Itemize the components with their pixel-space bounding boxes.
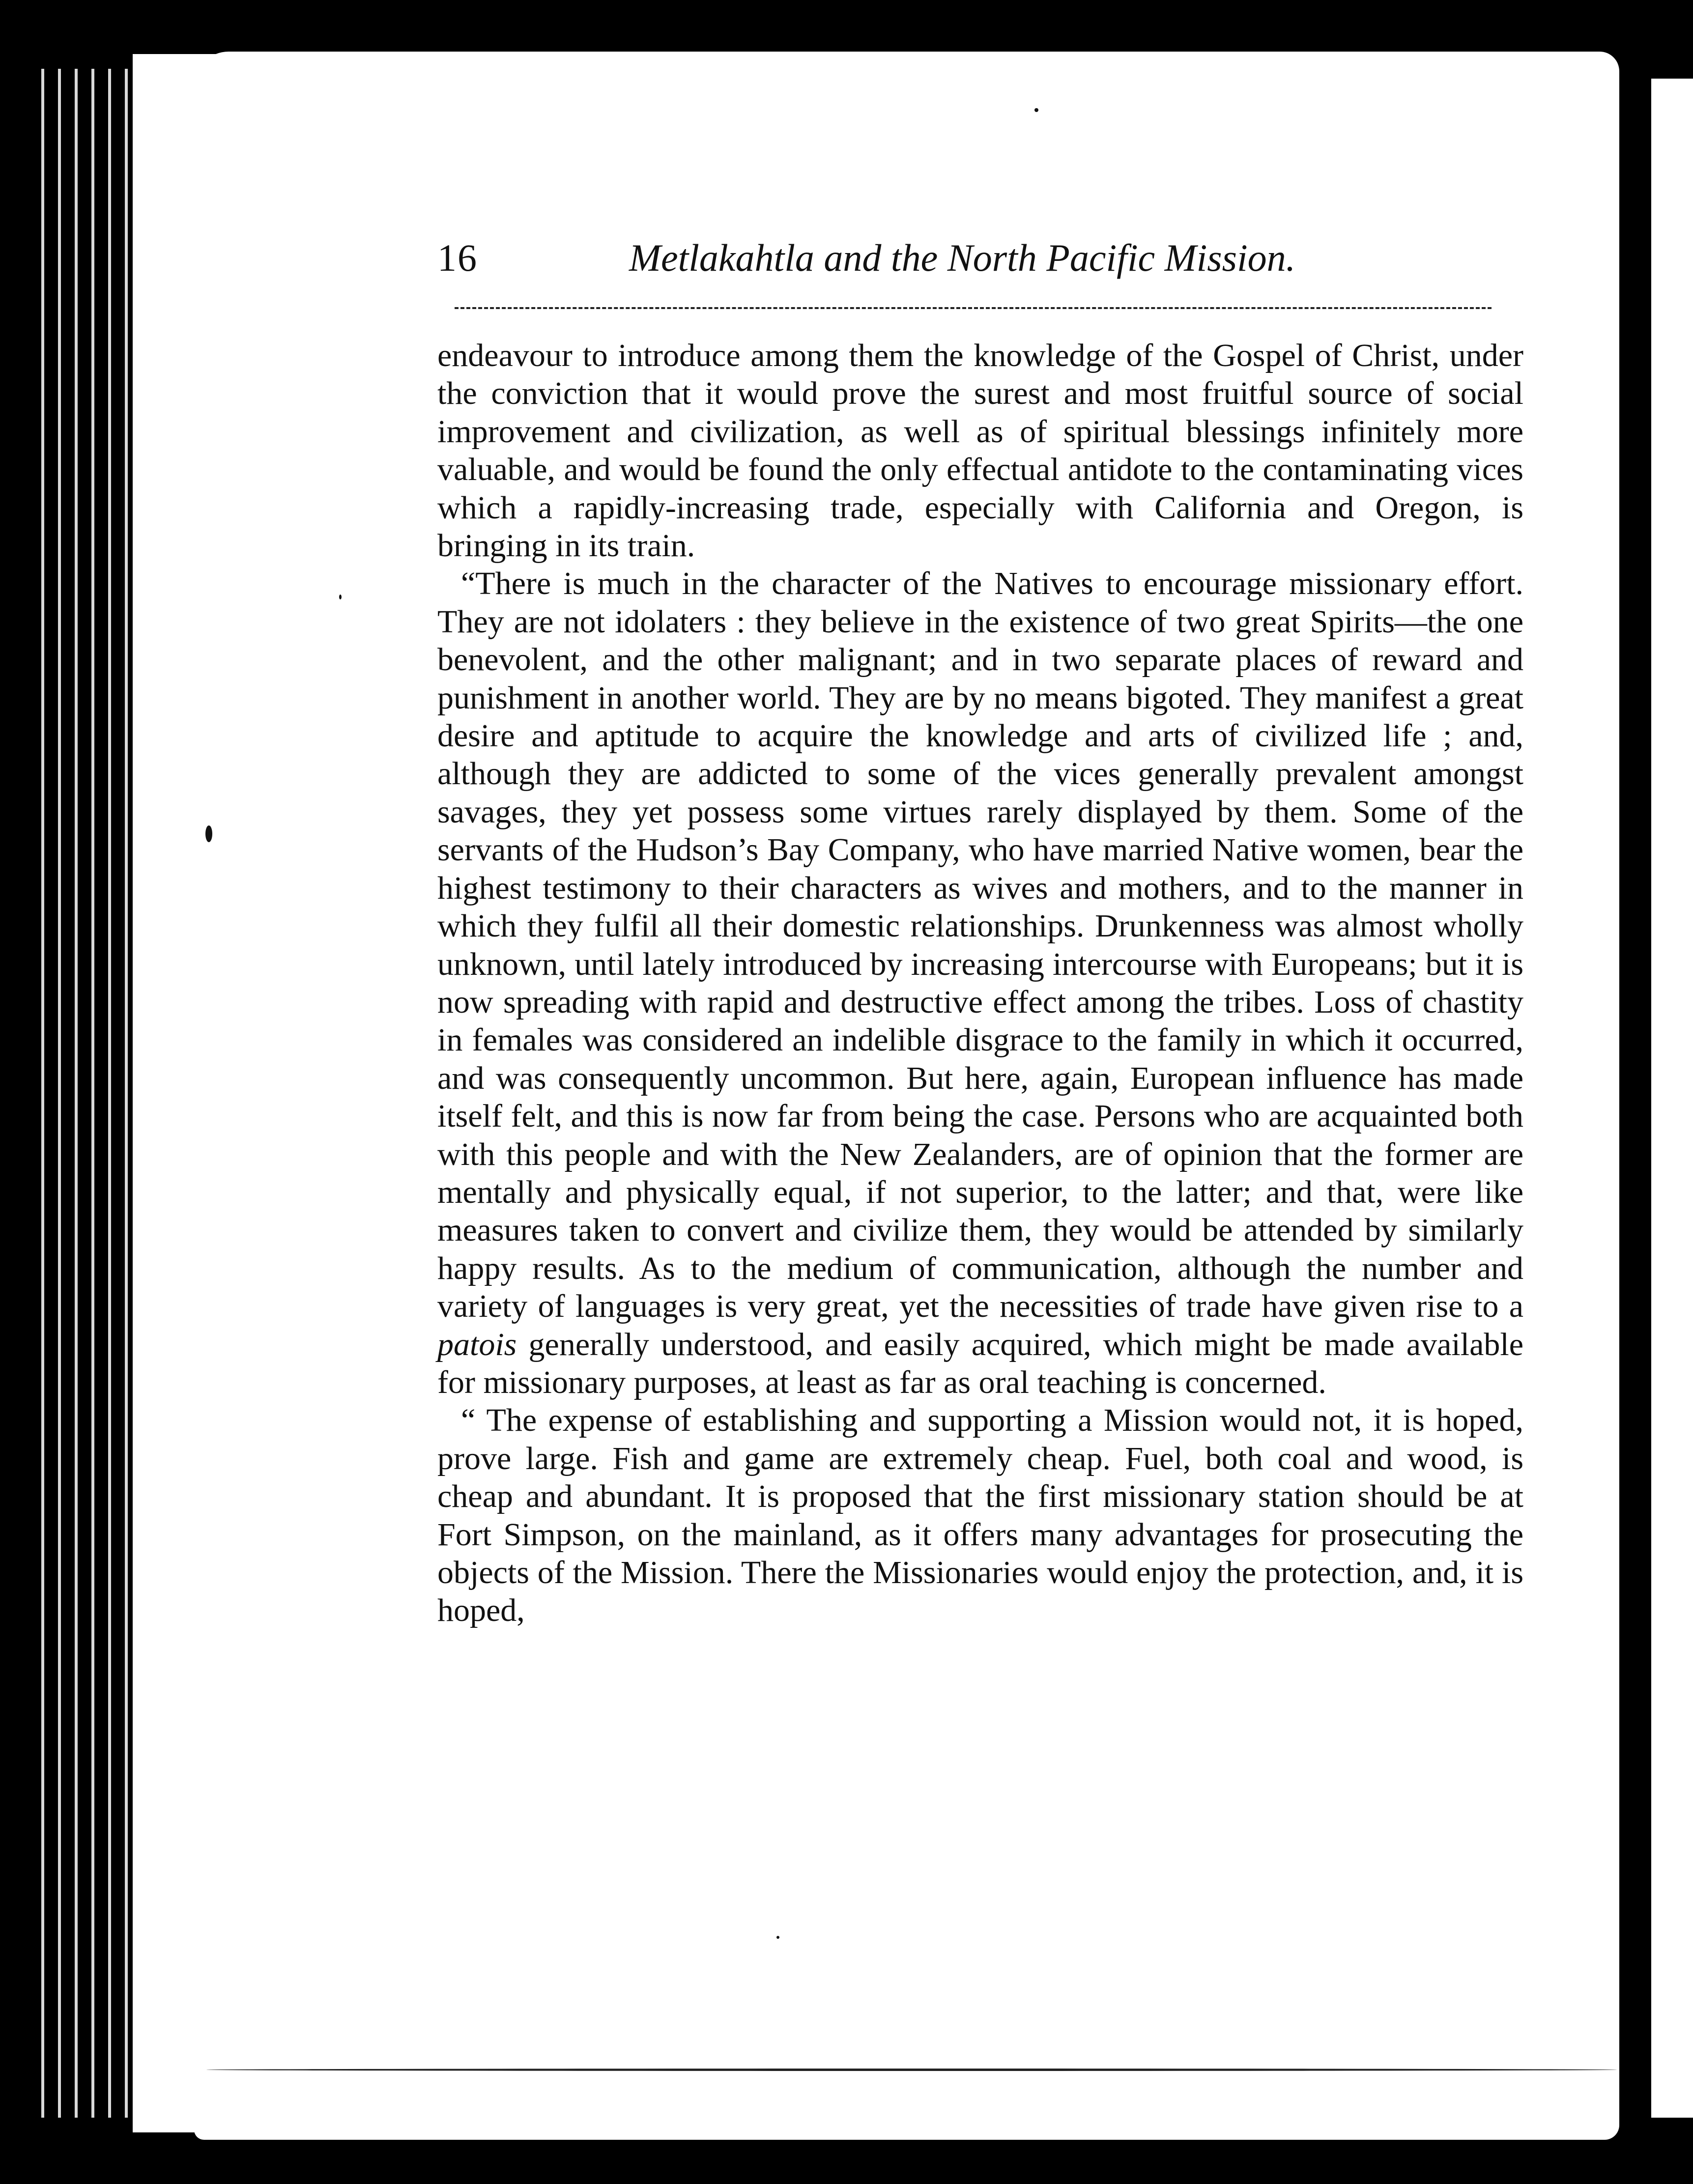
page-number: 16 [437,236,478,279]
paragraph-3: “ The expense of establishing and supporting a Mission would not, it is hoped, prove large. Fish and game are extremely cheap. Fuel, both coal and wood, is cheap and abundant. It is proposed that the first missionary station should be at Fort Simpson, on the mainland, as it offers many advantages for prosecuting the objects of the Mission. There the Missionaries would enjoy the protection, and, it is hoped, [437,1402,1523,1629]
page-header [437,236,1519,290]
body-text [437,337,1523,1630]
header-rule [455,307,1492,309]
ink-speck [339,595,342,599]
ink-speck [205,825,212,842]
paragraph-1: endeavour to introduce among them the knowledge of the Gospel of Christ, under the conviction that it would prove the surest and most fruitful source of social improvement and civilization, as well as of spiritual blessings infinitely more valuable, and would be found the only effectual antidote to the contaminating vices which a rapidly-increasing trade, especially with California and Oregon, is bringing in its train. [437,338,1523,564]
running-title: Metlakahtla and the North Pacific Mission. [629,236,1296,279]
ink-speck [1034,108,1038,112]
paragraph-2 [437,565,1523,1401]
paragraph-2-tail: generally understood, and easily acquired, which might be made available for missionary purposes, at least as far as oral teaching is concerned. [437,1326,1523,1400]
paragraph-2-italic-word: patois [437,1326,517,1362]
paragraph-2-text: “There is much in the character of the Natives to encourage missionary effort. They are not idolaters : they believe in the existence of two great Spirits—the one benevolent, and the other malignant; and in two separate places of reward and punishment in another world. They are by no means bigoted. They manifest a great desire and aptitude to acquire the knowledge and arts of civilized life ; and, although they are addicted to some of the vices generally prevalent amongst savages, they yet possess some virtues rarely displayed by them. Some of the servants of the Hudson’s Bay Company, who have married Native women, bear the highest testimony to their characters as wives and mothers, and to the manner in which they fulfil all their domestic relationships. Drunkenness was almost wholly unknown, until lately introduced by increasing intercourse with Europeans; but it is now spreading with rapid and destructive effect among the tribes. Loss of chastity in females was considered an indelible disgrace to the family in which it occurred, and was consequently uncommon. But here, again, European influence has made itself felt, and this is now far from being the case. Persons who are acquainted both with this people and with the New Zealanders, are of opinion that the former are mentally and physically equal, if not superior, to the latter; and that, were like measures taken to convert and civilize them, they would be attended by similarly happy results. As to the medium of communication, although the number and variety of languages is very great, yet the necessities of trade have given rise to a [437,566,1523,1325]
adjacent-page-edge [1651,79,1693,2118]
page-bottom-edge [206,2069,1617,2071]
ink-speck [776,1936,779,1939]
